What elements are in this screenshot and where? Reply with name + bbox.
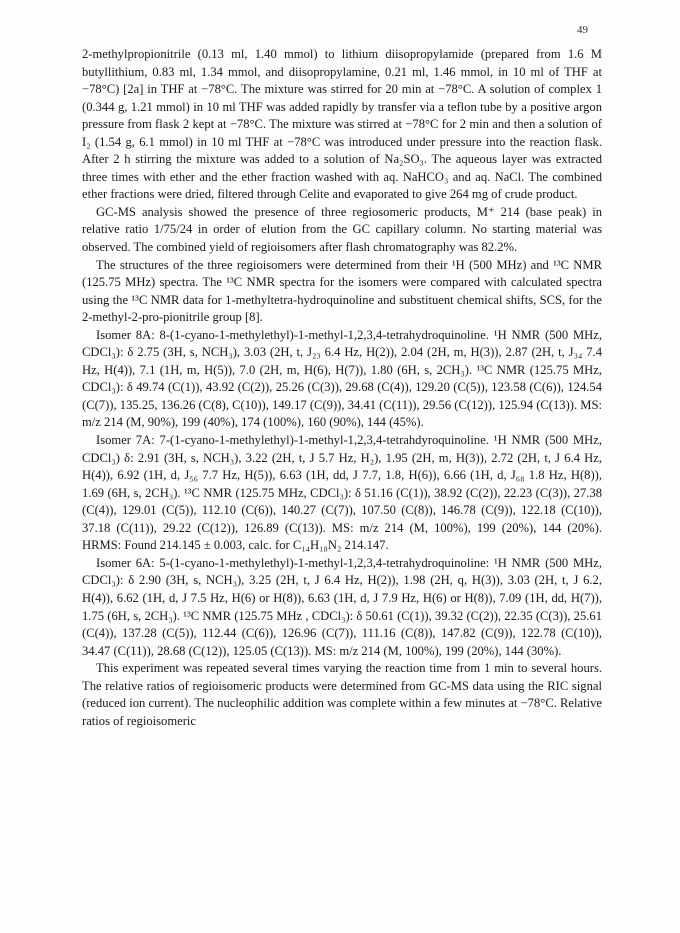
paragraph-isomer-7a: Isomer 7A: 7-(1-cyano-1-methylethyl)-1-methyl-1,2,3,4-tetrahdyroquinoline. ¹H NMR (500 MHz, CDCl₃) δ: 2.91 (3H, s, NCH₃), 3.22 (2H, t, J 5.7 Hz, H₂), 1.95 (2H, m, H(3)), 2.72 (2H, t, J 6.4 Hz, H(4)), 6.92 (1H, d, J₅₆ 7.7 Hz, H(5)), 6.63 (1H, dd, J 7.7, 1.8, H(6)), 6.66 (1H, d, J₆₈ 1.8 Hz, H(8)), 1.69 (6H, s, 2CH₃). ¹³C NMR (125.75 MHz, CDCl₃): δ 51.16 (C(1)), 38.92 (C(2)), 22.23 (C(3)), 27.38 (C(4)), 129.01 (C(5)), 112.10 (C(6)), 140.27 (C(7)), 107.50 (C(8)), 146.78 (C(9)), 122.18 (C(10)), 37.18 (C(11)), 29.22 (C(12)), 126.89 (C(13)). MS: m/z 214 (M, 100%), 199 (20%), 144 (20%). HRMS: Found 214.145 ± 0.003, calc. for C₁₄H₁₈N₂ 214.147.: [82, 433, 602, 553]
paragraph-procedure: 2-methylpropionitrile (0.13 ml, 1.40 mmol) to lithium diisopropylamide (prepared from 1.6 M butyllithium, 0.83 ml, 1.34 mmol, and diisopropylamine, 0.21 ml, 1.46 mmol, in 10 ml of THF at −78°C) [2a] in THF at −78°C. The mixture was stirred for 20 min at −78°C. A solution of complex 1 (0.344 g, 1.21 mmol) in 10 ml THF was added rapidly by transfer via a teflon tube by a positive argon pressure from flask 2 kept at −78°C. The mixture was stirred at −78°C for 2 min and then a solution of I₂ (1.54 g, 6.1 mmol) in 10 ml THF at −78°C was introduced under pressure into the reaction flask. After 2 h stirring the mixture was added to a solution of Na₂SO₃. The aqueous layer was extracted three times with ether and the ether fraction washed with aq. NaHCO₃ and aq. NaCl. The combined ether fractions were dried, filtered through Celite and evaporated to give 264 mg of crude product.: [82, 47, 602, 202]
paragraph-isomer-6a: Isomer 6A: 5-(1-cyano-1-methylethyl)-1-methyl-1,2,3,4-tetrahydroquinoline: ¹H NMR (500 MHz, CDCl₃): δ 2.90 (3H, s, NCH₃), 3.25 (2H, t, J 6.4 Hz, H(2)), 1.98 (2H, q, H(3)), 3.03 (2H, t, J 6.2, H(4)), 6.62 (1H, d, J 7.5 Hz, H(6) or H(8)), 6.63 (1H, d, J 7.9 Hz, H(6) or H(8)), 7.09 (1H, dd, H(7)), 1.75 (6H, s, 2CH₃). ¹³C NMR (125.75 MHz , CDCl₃): δ 50.61 (C(1)), 39.32 (C(2)), 22.35 (C(3)), 25.61 (C(4)), 137.28 (C(5)), 112.44 (C(6)), 126.96 (C(7)), 111.16 (C(8)), 147.82 (C(9)), 122.78 (C(10)), 34.47 (C(11)), 28.68 (C(12)), 125.05 (C(13)). MS: m/z 214 (M, 100%), 199 (20%), 144 (30%).: [82, 555, 602, 658]
page-number: 49: [577, 24, 588, 36]
paragraph-structure-determination: The structures of the three regioisomers were determined from their ¹H (500 MHz) and ¹³C NMR (125.75 MHz) spectra. The ¹³C NMR spectra for the isomers were compared with calculated spectra using the ¹³C NMR data for 1-methyltetra-hydroquinoline and substituent chemical shifts, SCS, for the 2-methyl-2-pro-pionitrile group [8].: [82, 257, 602, 325]
paragraph-isomer-8a: Isomer 8A: 8-(1-cyano-1-methylethyl)-1-methyl-1,2,3,4-tetrahydroquinoline. ¹H NMR (500 MHz, CDCl₃): δ 2.75 (3H, s, NCH₃), 3.03 (2H, t, J₂₃ 6.4 Hz, H(2)), 2.04 (2H, m, H(3)), 2.87 (2H, t, J₃₄ 7.4 Hz, H(4)), 7.1 (1H, m, H(5)), 7.0 (2H, m, H(6), H(7)), 1.80 (6H, s, 2CH₃). ¹³C NMR (125.75 MHz, CDCl₃): δ 49.74 (C(1)), 43.92 (C(2)), 25.26 (C(3)), 29.68 (C(4)), 129.20 (C(5)), 123.58 (C(6)), 124.54 (C(7)), 135.25, 136.26 (C(8), C(10)), 149.17 (C(9)), 34.41 (C(11)), 29.56 (C(12)), 125.94 (C(13)). MS: m/z 214 (M, 90%), 199 (40%), 174 (100%), 160 (90%), 144 (45%).: [82, 327, 602, 430]
body-text: [82, 46, 602, 730]
paragraph-repeated-experiment: This experiment was repeated several times varying the reaction time from 1 min to several hours. The relative ratios of regioisomeric products were determined from GC-MS data using the RIC signal (reduced ion current). The nucleophilic addition was complete within a few minutes at −78°C. Relative ratios of regioisomeric: [82, 661, 602, 728]
paragraph-gcms-analysis: GC-MS analysis showed the presence of three regiosomeric products, M⁺ 214 (base peak) in relative ratio 1/75/24 in order of elution from the GC capillary column. No starting material was observed. The combined yield of regioisomers after flash chromatography was 82.2%.: [82, 204, 602, 255]
